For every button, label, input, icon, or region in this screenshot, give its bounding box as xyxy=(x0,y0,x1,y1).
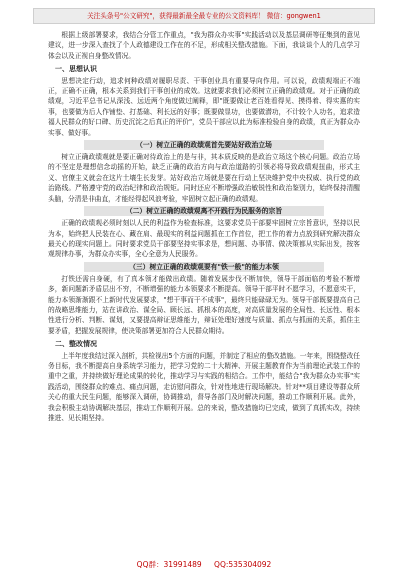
section2-paragraph-1: 上半年度我结过深入剖析，共检视出5个方面的问题，并制定了相应的整改措施。一年来，围绕整改任务目标，我不断提高自身系统学习能力，把学习党的二十大精神、开展主题教育作为当前理论武装工作的重中之重，并持续做好理论成果的转化，推动学习与实践的相结合。工作中，能结合"我为群众办实事"实践活动，围绕群众的难点、痛点问题，走访慰问群众，针对性地进行现场解决。针对**项目建设等群众所关心的重大民生问题，能够深入调研，协调推动，督导各部门及时解决问题，推动工作顺利开展。此外，我会积极主动协调解决基层，推动工作顺利开展。总的来说，整改措施均已完成，做到了真抓实改，持续推进、见长期坚持。 xyxy=(48,351,360,422)
subheading-1: （一）树立正确的政绩观首先要站好政治立场 xyxy=(84,140,324,150)
section-heading-2: 二、整改情况 xyxy=(55,340,97,349)
section-heading-1: 一、思想认识 xyxy=(55,65,97,74)
subheading-2: （二）树立正确的政绩观离不开践行为民服务的宗旨 xyxy=(84,206,324,216)
section1-paragraph-2: 树立正确政绩观就是要正确对待政治上的是与非，其本质反映的是政治立场这个核心问题。政治立场的不坚定是理想信念动摇的开始，缺乏正确的政治方向与政治道路的引领必将导致政绩观扭曲，形式主义、官僚主义就会在这片土壤生长发芽。站好政治立场就是要在行动上坚决维护党中央权威、执行党的政治路线。严格遵守党的政治纪律和政治规矩。同时还应不断增强政治敏锐性和政治鉴别力，始终保持清醒头脑，分清是非曲直，才能经得起风浪考验，牢固树立起正确的政绩观。 xyxy=(48,153,360,203)
section1-paragraph-3: 正确的政绩观必须时刻以人民的利益作为检查标准，这要求党员干部要牢固树立宗旨意识，坚持以民为本，始终把人民装在心、藏在肩、最现实的利益问题抓在工作首位，把工作的着力点放到研究解决群众最关心的现实问题上。同时要求党员干部要坚持实事求是，想问题、办事情、做决策都从实际出发，按客观规律办事，为群众办实事，全心全意为人民服务。 xyxy=(48,219,360,259)
promo-banner: 关注头条号"公文研究"，获得最新最全最专业的公文资料库！ 微信：gongwen1 xyxy=(33,8,375,24)
document-body xyxy=(48,30,360,423)
subheading-3: （三）树立正确的政绩观要有"铁一般"的能力本领 xyxy=(84,262,324,272)
footer-qq: QQ:535304092 xyxy=(214,560,272,569)
intro-paragraph: 根据上级部署要求，我结合分管工作重点，"我为群众办实事"实践活动以及基层调研等征集到的意见建议，进一步深入查找了个人政德建设工作在的不足，形成相关整改措施。下面，我谈谈个人的几点学习体会以及正视自身整改情况。 xyxy=(48,31,360,60)
section1-paragraph-1: 思想决定行动，追求何种政绩对履职尽责、干事创业具有重要导向作用。可以说，政绩观端正不端正，正确不正确，根本关系到我们干事创业的成效。这就要求我们必须树立正确的政绩观。对于正确的政绩观，习近平总书记从深浅、远近两个角度做过阐释，即"既要做让老百姓看得见、摸得着、得实惠的实事，也要做为后人作铺垫、打基础、利长远的好事；既要做显功，也要做潜功，不计较个人功名，追求造福人民群众的好口碑、历史沉淀之后真正的评价"，党员干部应以此为标准检验自身的政绩，真正为群众办实事、做好事。 xyxy=(48,76,360,137)
footer-qq-group: QQ群：31991489 xyxy=(136,560,202,569)
section1-paragraph-4: 打铁还需自身硬，有了真本领才能做出政绩。随着发展步伐不断加快，领导干部面临的考验不断增多，新问题新矛盾层出不穷，不断增强的能力本领要求不断提高。领导干部平时不愿学习，不愿意实干，能力本领渐渐跟不上新时代发展要求，"想干事而干不成事"，最终只能碌碌无为。领导干部既要提高自己的战略思维能力，站在讲政治、谋全局、顾长远、抓根本的高度，对高质量发展的全局性、长远性、根本性进行分析、判断、谋划，又要提高辩证思维能力，辩证处理好速度与质量、抓点与抓面的关系，抓住主要矛盾，把握发展规律，使决策部署更加符合人民群众期待。 xyxy=(48,274,360,335)
footer-contact xyxy=(0,559,408,570)
